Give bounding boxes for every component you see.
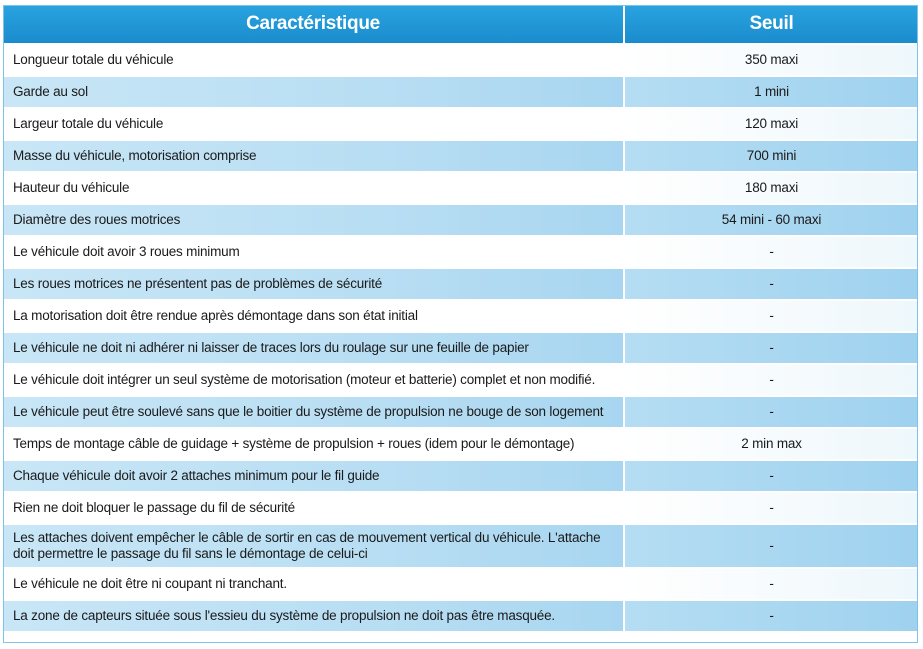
row-characteristic: Garde au sol (3, 77, 625, 109)
row-characteristic: Hauteur du véhicule (3, 173, 625, 205)
table-row (3, 397, 918, 429)
table-row (3, 141, 918, 173)
table-row (3, 173, 918, 205)
row-characteristic: Les roues motrices ne présentent pas de problèmes de sécurité (3, 269, 625, 301)
row-threshold: - (625, 333, 918, 365)
table-row (3, 269, 918, 301)
row-characteristic: Temps de montage câble de guidage + système de propulsion + roues (idem pour le démontage) (3, 429, 625, 461)
row-characteristic: Chaque véhicule doit avoir 2 attaches minimum pour le fil guide (3, 461, 625, 493)
row-threshold: - (625, 365, 918, 397)
row-threshold: - (625, 397, 918, 429)
row-characteristic: Diamètre des roues motrices (3, 205, 625, 237)
row-threshold: 1 mini (625, 77, 918, 109)
row-characteristic: Le véhicule doit avoir 3 roues minimum (3, 237, 625, 269)
row-characteristic: La zone de capteurs située sous l'essieu du système de propulsion ne doit pas être masquée. (3, 601, 625, 633)
table-row (3, 601, 918, 633)
table-row (3, 205, 918, 237)
row-threshold: - (625, 301, 918, 333)
row-characteristic: Les attaches doivent empêcher le câble de sortir en cas de mouvement vertical du véhicule. L'attache doit permettre le passage du fil sans le démontage de celui-ci (3, 525, 625, 569)
header-caracteristique: Caractéristique (3, 5, 625, 45)
row-characteristic: Longueur totale du véhicule (3, 45, 625, 77)
row-characteristic: Le véhicule doit intégrer un seul système de motorisation (moteur et batterie) complet et non modifié. (3, 365, 625, 397)
row-threshold: - (625, 461, 918, 493)
table-row (3, 301, 918, 333)
row-threshold: 700 mini (625, 141, 918, 173)
table-row (3, 45, 918, 77)
table-row (3, 461, 918, 493)
row-characteristic: Masse du véhicule, motorisation comprise (3, 141, 625, 173)
table-row (3, 365, 918, 397)
row-threshold: - (625, 525, 918, 569)
row-threshold: 120 maxi (625, 109, 918, 141)
row-threshold: - (625, 269, 918, 301)
specs-table (3, 5, 918, 633)
table-header-row (3, 5, 918, 45)
table-row (3, 109, 918, 141)
row-threshold: - (625, 493, 918, 525)
row-characteristic: Largeur totale du véhicule (3, 109, 625, 141)
specs-table-container (3, 5, 918, 643)
row-characteristic: La motorisation doit être rendue après démontage dans son état initial (3, 301, 625, 333)
row-threshold: - (625, 237, 918, 269)
table-row (3, 77, 918, 109)
row-characteristic: Le véhicule ne doit ni adhérer ni laisser de traces lors du roulage sur une feuille de papier (3, 333, 625, 365)
row-threshold: - (625, 601, 918, 633)
row-threshold: 350 maxi (625, 45, 918, 77)
row-characteristic: Rien ne doit bloquer le passage du fil de sécurité (3, 493, 625, 525)
row-threshold: 180 maxi (625, 173, 918, 205)
row-threshold: 2 min max (625, 429, 918, 461)
table-row (3, 429, 918, 461)
table-row (3, 569, 918, 601)
table-row (3, 237, 918, 269)
table-row (3, 333, 918, 365)
row-characteristic: Le véhicule ne doit être ni coupant ni tranchant. (3, 569, 625, 601)
row-characteristic: Le véhicule peut être soulevé sans que le boitier du système de propulsion ne bouge de son logement (3, 397, 625, 429)
table-row (3, 525, 918, 569)
row-threshold: - (625, 569, 918, 601)
header-seuil: Seuil (625, 5, 918, 45)
row-threshold: 54 mini - 60 maxi (625, 205, 918, 237)
table-row (3, 493, 918, 525)
